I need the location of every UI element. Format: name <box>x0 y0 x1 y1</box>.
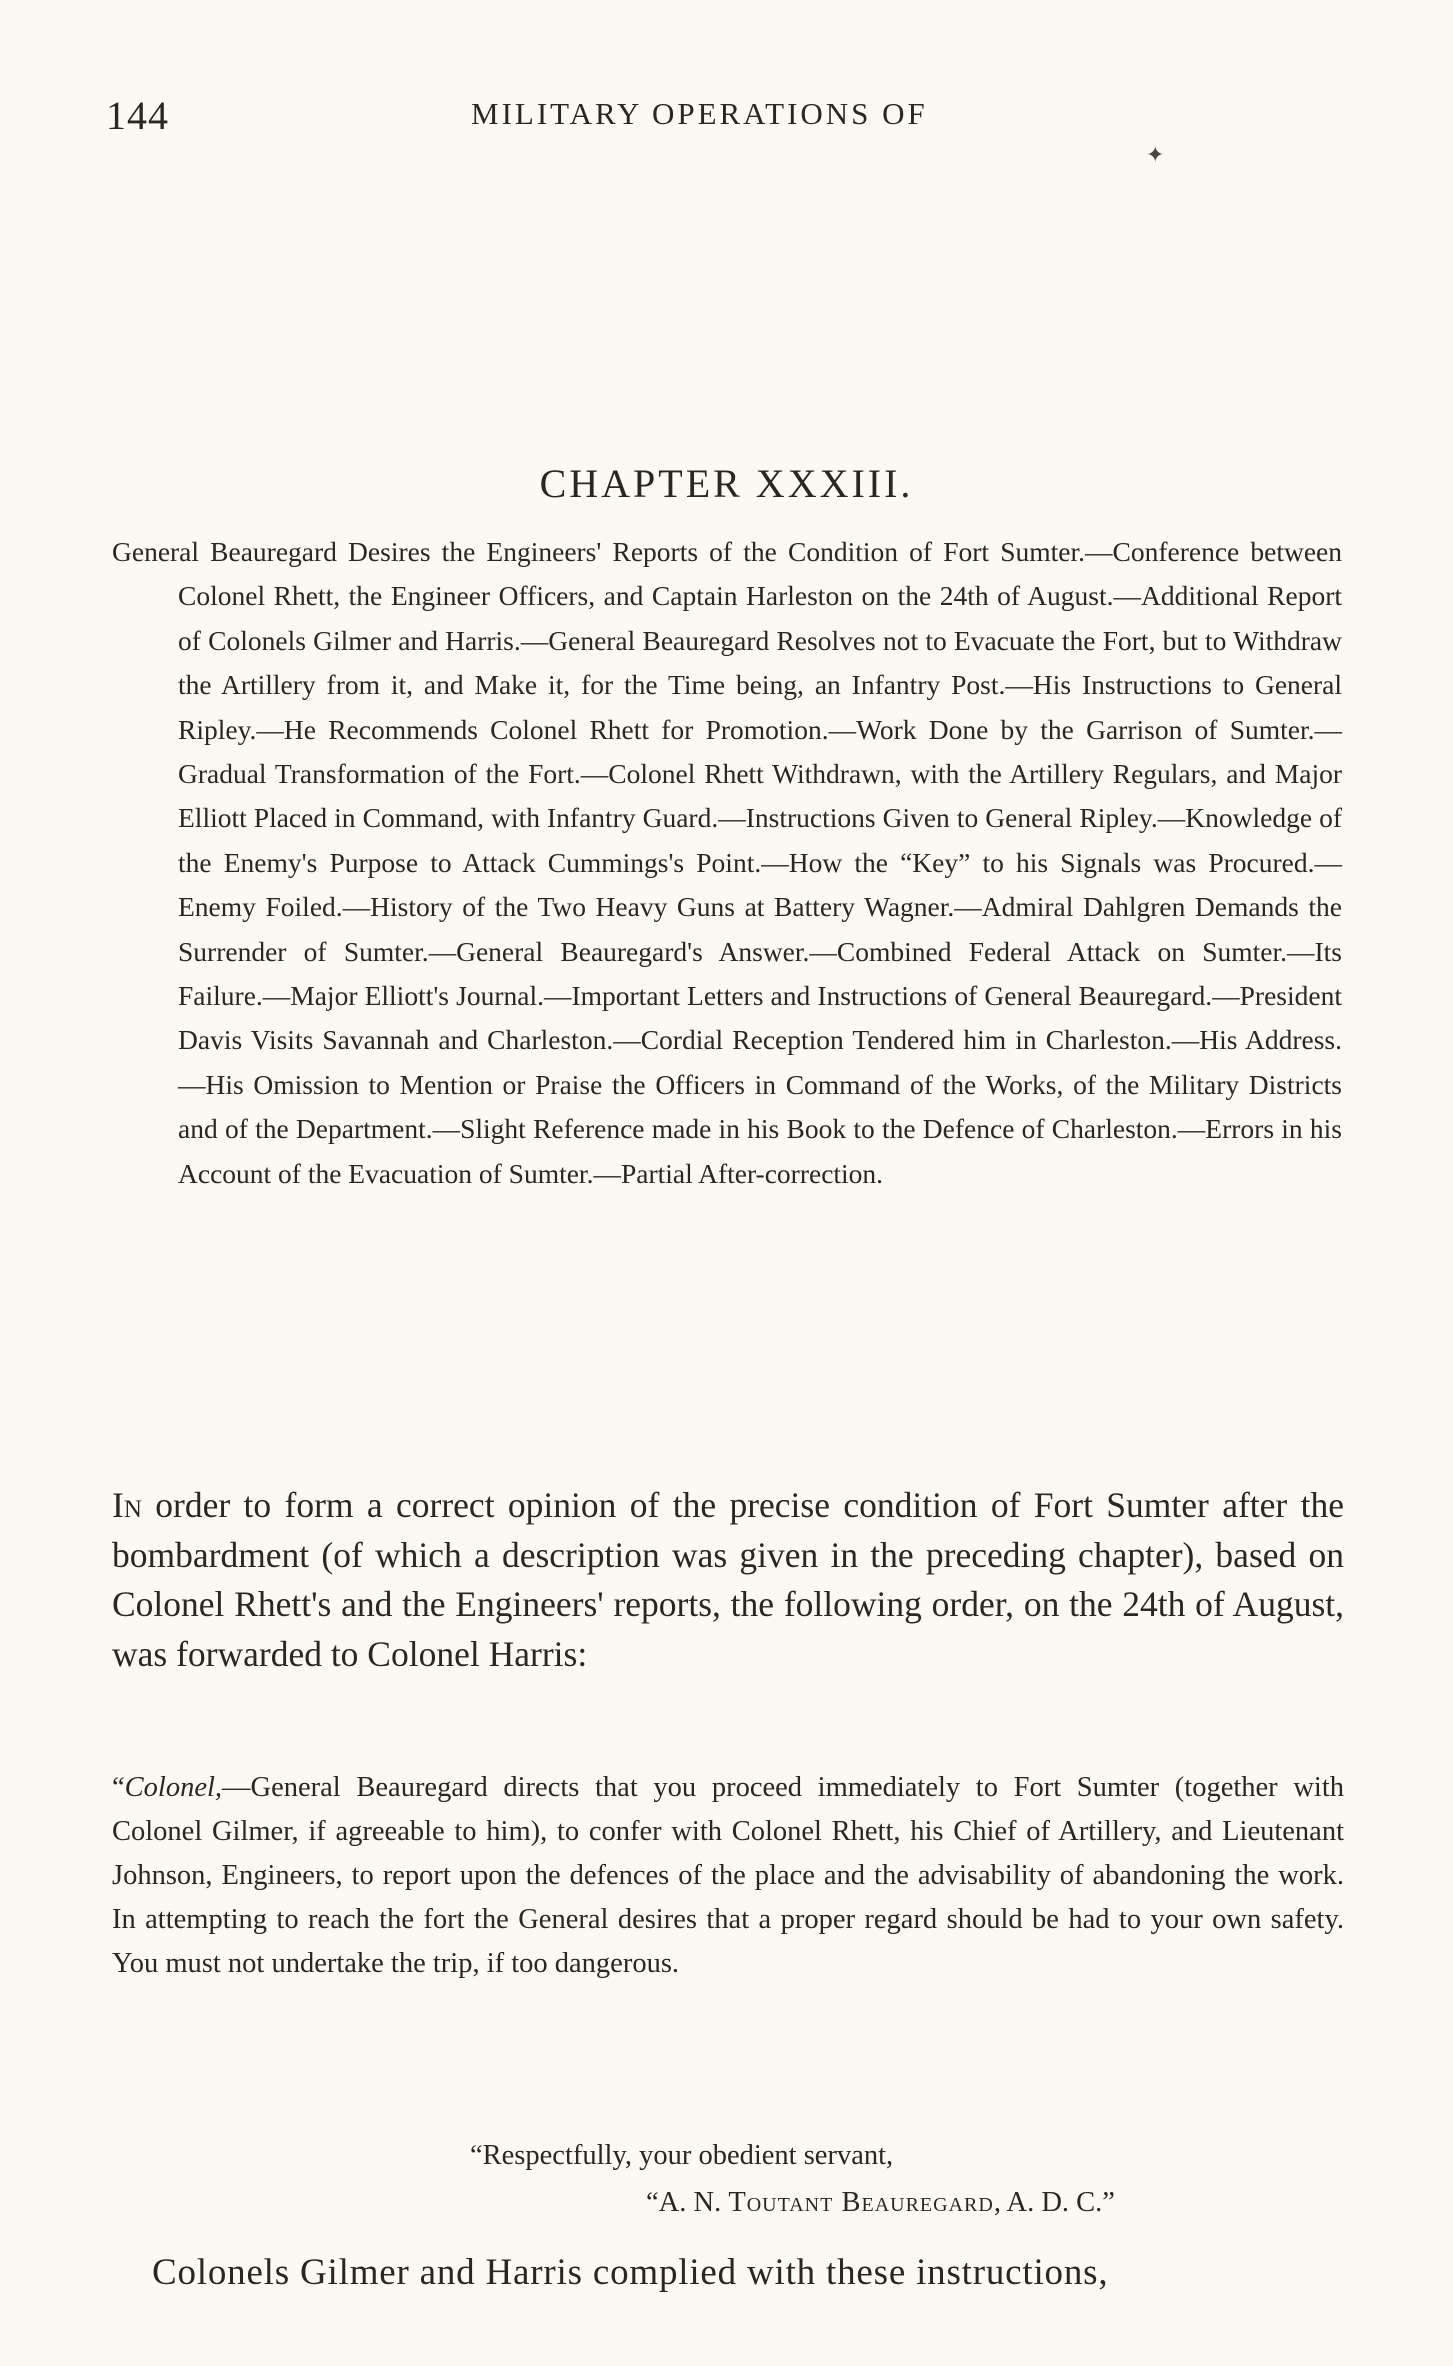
signature-name: Toutant Beauregard <box>728 2187 994 2218</box>
body-paragraph <box>112 1481 1344 1679</box>
letter-signature <box>646 2187 1115 2219</box>
continuation-line: Colonels Gilmer and Harris complied with these instructions, <box>152 2252 1109 2293</box>
letter-salutation: Colonel, <box>124 1772 223 1803</box>
running-head: MILITARY OPERATIONS OF <box>471 96 928 131</box>
drop-cap: In <box>112 1485 142 1525</box>
printer-ornament-icon: ✦ <box>1146 142 1165 167</box>
letter-text: —General Beauregard directs that you proceed immediately to Fort Sumter (together with Colonel Gilmer, if agreeable to him), to confer with Colonel Rhett, his Chief of Artillery, and Lieutenant Johnson, Engineers, to report upon the defences of the place and the advisability of abandoning the work. In attempting to reach the fort the General desires that a proper regard should be had to your own safety. You must not undertake the trip, if too dangerous. <box>112 1772 1344 1980</box>
page-number: 144 <box>106 93 169 138</box>
signature-title: , A. D. C.” <box>993 2187 1115 2218</box>
paragraph-text: order to form a correct opinion of the precise condition of Fort Sumter after the bombardment (of which a description was given in the preceding chapter), based on Colonel Rhett's and the Engineers' reports, the following order, on the 24th of August, was forwarded to Colonel Harris: <box>112 1485 1344 1674</box>
quoted-letter <box>112 1766 1344 1986</box>
open-quote: “ <box>112 1772 125 1803</box>
signature-initials: “A. N. <box>646 2187 729 2218</box>
chapter-title: CHAPTER XXXIII. <box>539 461 914 506</box>
letter-closing: “Respectfully, your obedient servant, <box>470 2140 894 2171</box>
chapter-synopsis: General Beauregard Desires the Engineers' Reports of the Condition of Fort Sumter.—Conference between Colonel Rhett, the Engineer Officers, and Captain Harleston on the 24th of August.—Additional Report of Colonels Gilmer and Harris.—General Beauregard Resolves not to Evacuate the Fort, but to Withdraw the Artillery from it, and Make it, for the Time being, an Infantry Post.—His Instructions to General Ripley.—He Recommends Colonel Rhett for Promotion.—Work Done by the Garrison of Sumter.—Gradual Transformation of the Fort.—Colonel Rhett Withdrawn, with the Artillery Regulars, and Major Elliott Placed in Command, with Infantry Guard.—Instructions Given to General Ripley.—Knowledge of the Enemy's Purpose to Attack Cummings's Point.—How the “Key” to his Signals was Procured.—Enemy Foiled.—History of the Two Heavy Guns at Battery Wagner.—Admiral Dahlgren Demands the Surrender of Sumter.—General Beauregard's Answer.—Combined Federal Attack on Sumter.—Its Failure.—Major Elliott's Journal.—Important Letters and Instructions of General Beauregard.—President Davis Visits Savannah and Charleston.—Cordial Reception Tendered him in Charleston.—His Address.—His Omission to Mention or Praise the Officers in Command of the Works, of the Military Districts and of the Department.—Slight Reference made in his Book to the Defence of Charleston.—Errors in his Account of the Evacuation of Sumter.—Partial After-correction. <box>112 536 1342 1189</box>
